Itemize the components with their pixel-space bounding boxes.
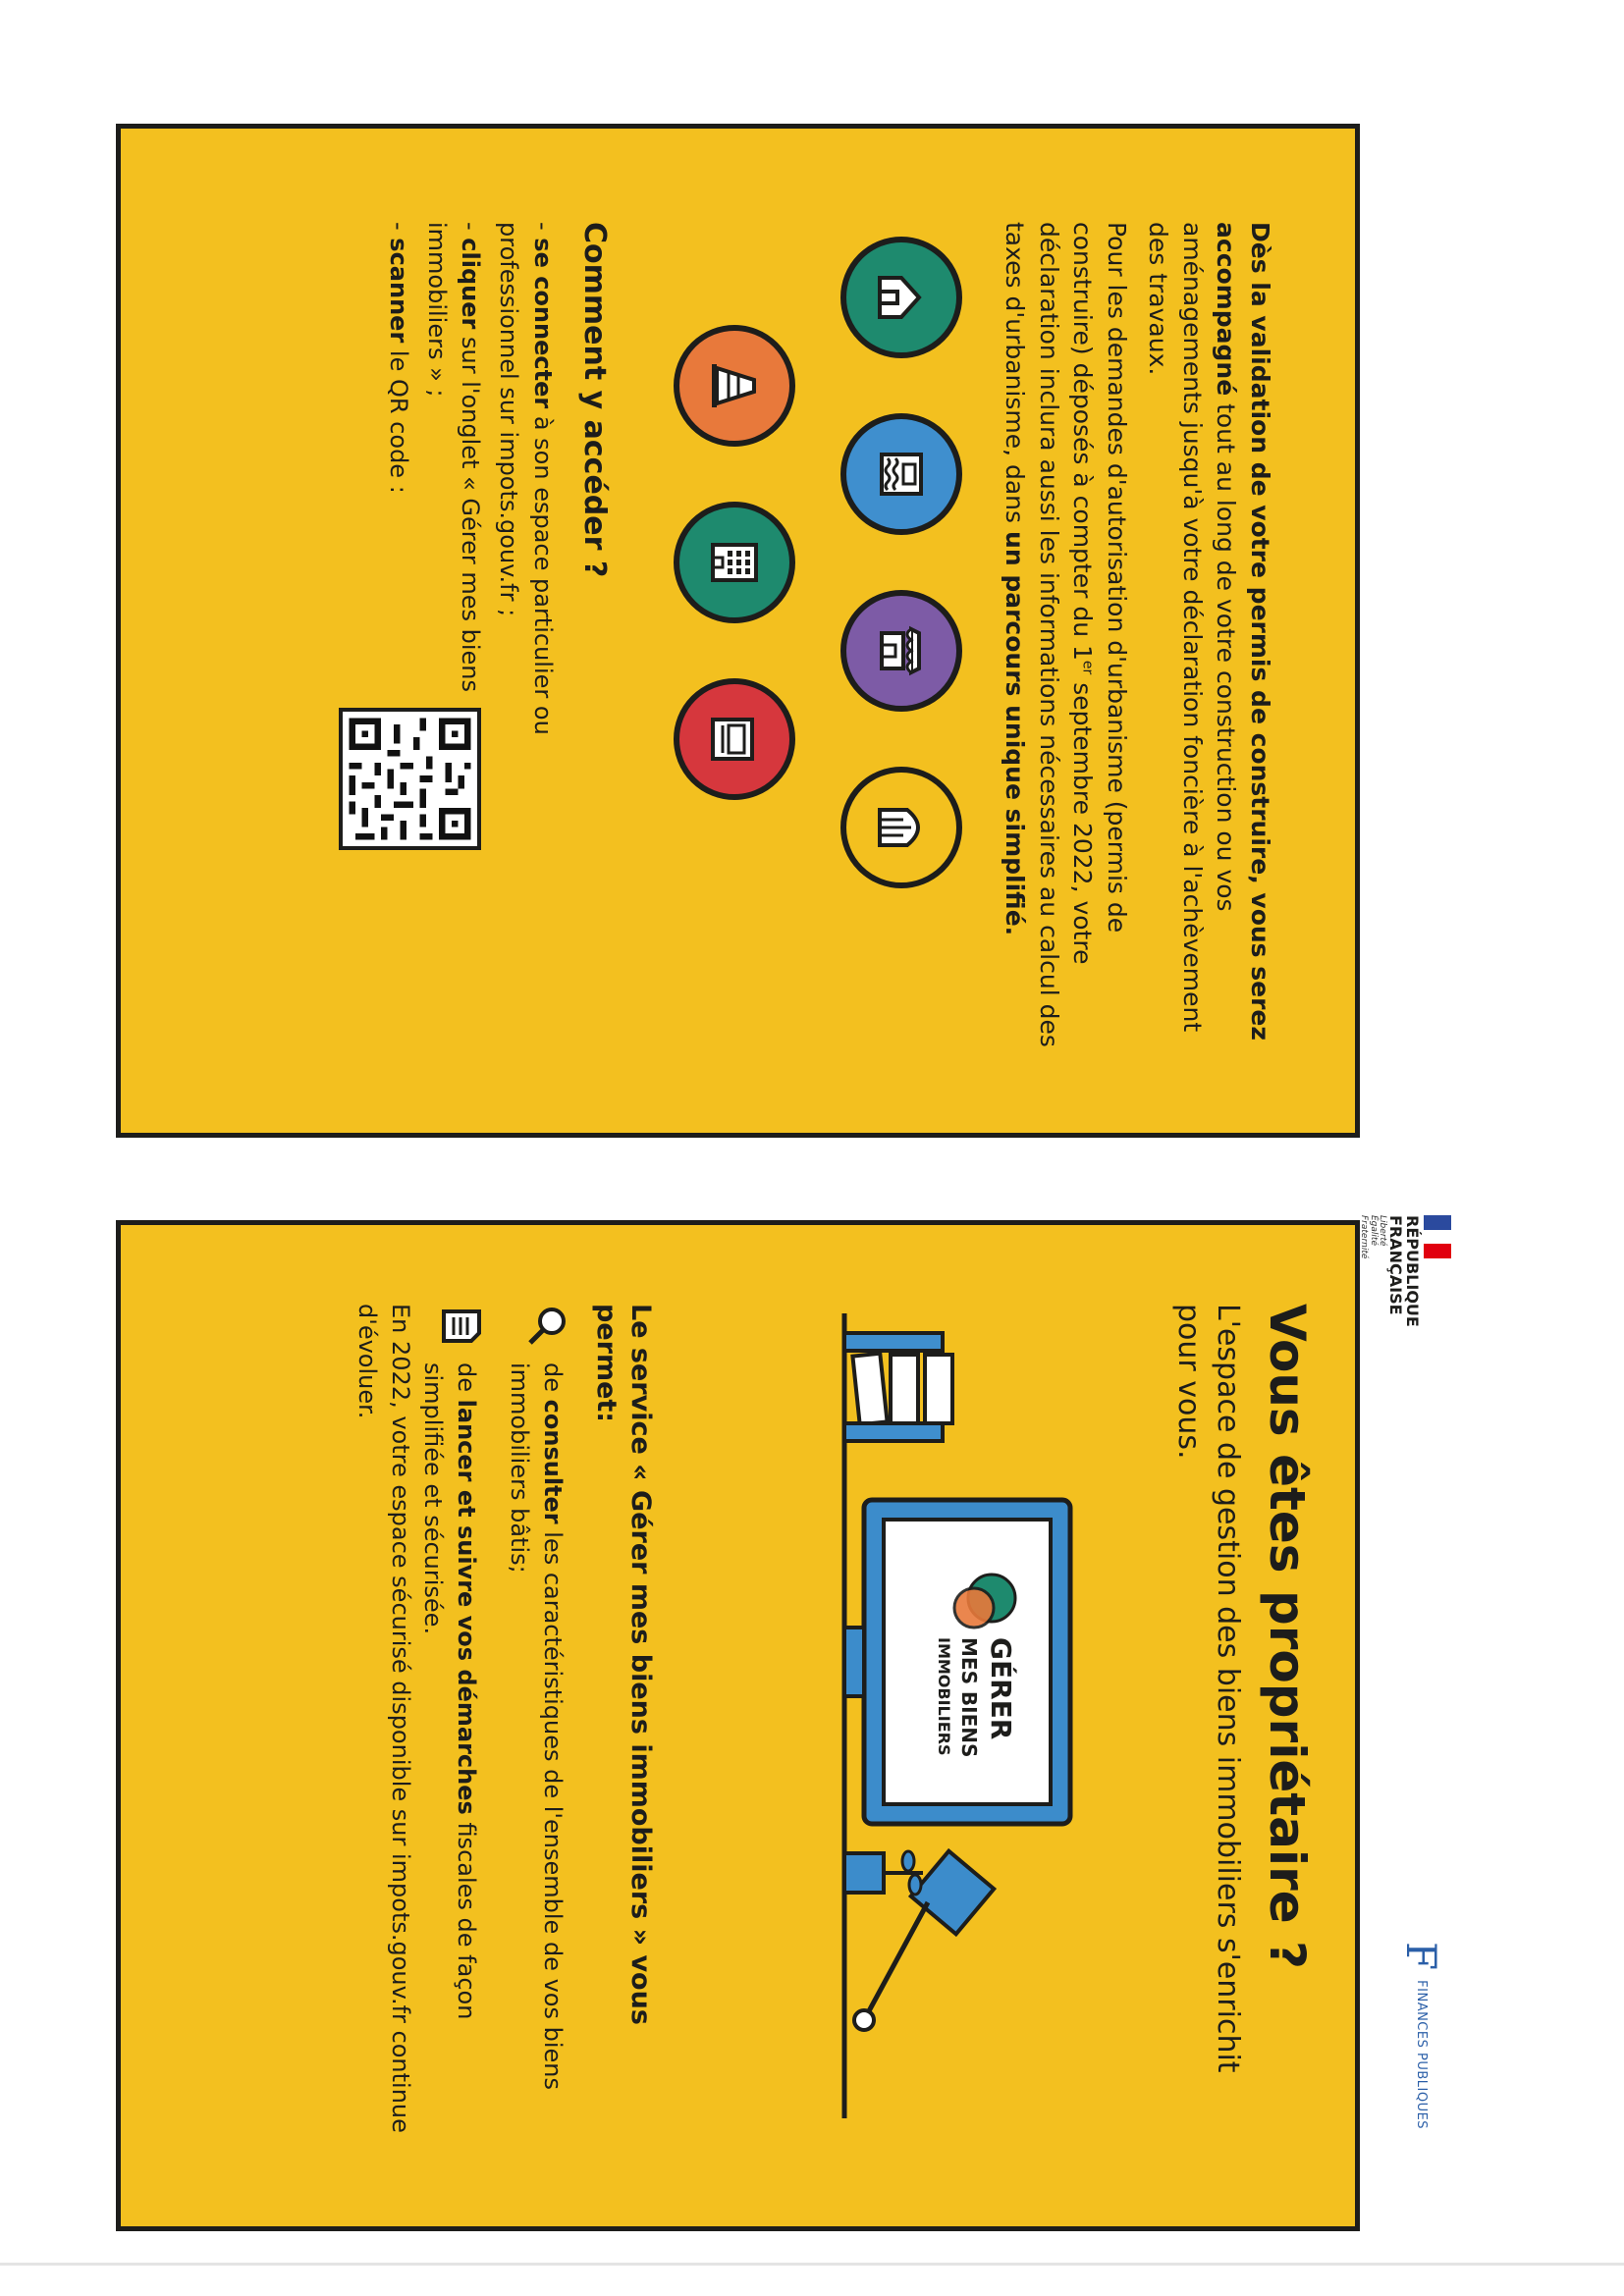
screen-logo-line2: MES BIENS: [957, 1637, 981, 1758]
screen-logo-line1: GÉRER: [985, 1637, 1017, 1740]
fp-mark: F: [1397, 1942, 1446, 1971]
service-heading: Le service « Gérer mes biens immobiliers » vous permet:: [590, 1304, 656, 2025]
step-prefix: -: [529, 222, 557, 239]
outro-text: En 2022, votre espace sécurisé disponible sur impots.gouv.fr continue d'évoluer.: [352, 1304, 414, 2133]
page-bottom-rule: [0, 2263, 1624, 2266]
plant-icon: [844, 1851, 923, 1895]
building-icons-grid: [668, 237, 962, 1002]
finances-publiques-logo: [1392, 1942, 1451, 2197]
building-icon: [674, 502, 795, 623]
page-title: Vous êtes propriétaire ?: [1259, 1304, 1316, 1970]
fp-text: FINANCES PUBLIQUES: [1414, 1980, 1430, 2130]
document-icon: [440, 1304, 483, 1347]
p2-bold: un parcours unique simplifié.: [1001, 531, 1030, 936]
rf-line1: RÉPUBLIQUE: [1403, 1215, 1422, 1327]
access-heading: Comment y accéder ?: [577, 222, 612, 578]
step-bold: se connecter: [529, 238, 557, 409]
rf-motto-2: Égalité: [1368, 1215, 1379, 1246]
rf-name: [1386, 1215, 1420, 1372]
house-icon: [840, 237, 962, 358]
info-panel-bottom: [116, 1220, 1360, 2231]
rf-line2: FRANÇAISE: [1386, 1215, 1406, 1315]
tent-icon: [840, 767, 962, 888]
books-icon: [844, 1333, 952, 1441]
intro-bold: Dès la validation de votre permis de construire, vous serez accompagné: [1212, 222, 1274, 1041]
shop-icon: [840, 590, 962, 712]
intro-paragraph-2: [998, 222, 1133, 1066]
step-rest: à son espace particulier ou professionnel sur impots.gouv.fr ;: [495, 222, 557, 735]
computer-icon: [844, 1500, 1070, 1824]
step-rest: le QR code :: [384, 343, 412, 494]
p2-sup: er: [1079, 660, 1096, 675]
republique-francaise-logo: [1358, 1215, 1451, 1372]
intro-paragraph-1: [1141, 222, 1276, 1066]
desk-illustration: [766, 1313, 1100, 2118]
step-rest: sur l'onglet « Gérer mes biens immobiliers » ;: [422, 222, 485, 693]
factory-icon: [674, 678, 795, 800]
feat2-bold: lancer et suivre vos démarches: [453, 1399, 480, 1815]
info-panel-top-content: [121, 129, 1355, 1133]
step-prefix: -: [457, 222, 485, 239]
p2-mid: septembre 2022, votre déclaration inclura aussi les informations nécessaires au calcul des taxes d'urbanisme, dans: [1001, 222, 1098, 1047]
step-bold: cliquer: [457, 238, 485, 330]
feat1-bold: consulter: [539, 1399, 567, 1524]
feature-procedures: [416, 1304, 483, 2109]
rf-motto-1: Liberté: [1378, 1215, 1388, 1247]
feat2-rest: fiscales de façon simplifiée et sécurisée.: [418, 1362, 480, 2020]
rf-motto-3: Fraternité: [1358, 1215, 1369, 1259]
page-subtitle: L'espace de gestion des biens immobiliers s'enrichit pour vous.: [1171, 1304, 1245, 2073]
feat2-prefix: de: [453, 1362, 480, 1400]
feat1-rest: les caractéristiques de l'ensemble de vos biens immobiliers bâtis;: [505, 1362, 567, 2090]
rf-logo-content: [1358, 1215, 1451, 1372]
cone-icon: [674, 325, 795, 447]
step-prefix: -: [384, 222, 412, 239]
p2-start: Pour les demandes d'autorisation d'urbanisme (permis de construire) déposés à compter du 1: [1068, 222, 1131, 934]
info-panel-bottom-content: [121, 1225, 1355, 2226]
step-bold: scanner: [384, 238, 412, 344]
feature-consult-text: [503, 1362, 569, 2109]
info-panel-top: [116, 124, 1360, 1138]
rf-motto: [1358, 1215, 1387, 1372]
magnifier-icon: [526, 1304, 569, 1347]
apartment-icon: [840, 413, 962, 535]
intro-rest: tout au long de votre construction ou vos aménagements jusqu'à votre déclaration foncière à l'achèvement des travaux.: [1144, 222, 1241, 1033]
feat1-prefix: de: [539, 1362, 567, 1400]
fp-logo-content: [1392, 1942, 1451, 2197]
feature-consult: [503, 1304, 569, 2109]
access-step-1: [491, 222, 560, 830]
qr-code[interactable]: [339, 708, 481, 850]
french-flag-icon: [1424, 1215, 1451, 1258]
intro-text: [990, 222, 1276, 1066]
screen-logo-line3: IMMOBILIERS: [935, 1637, 953, 1756]
feature-procedures-text: [416, 1362, 483, 2109]
